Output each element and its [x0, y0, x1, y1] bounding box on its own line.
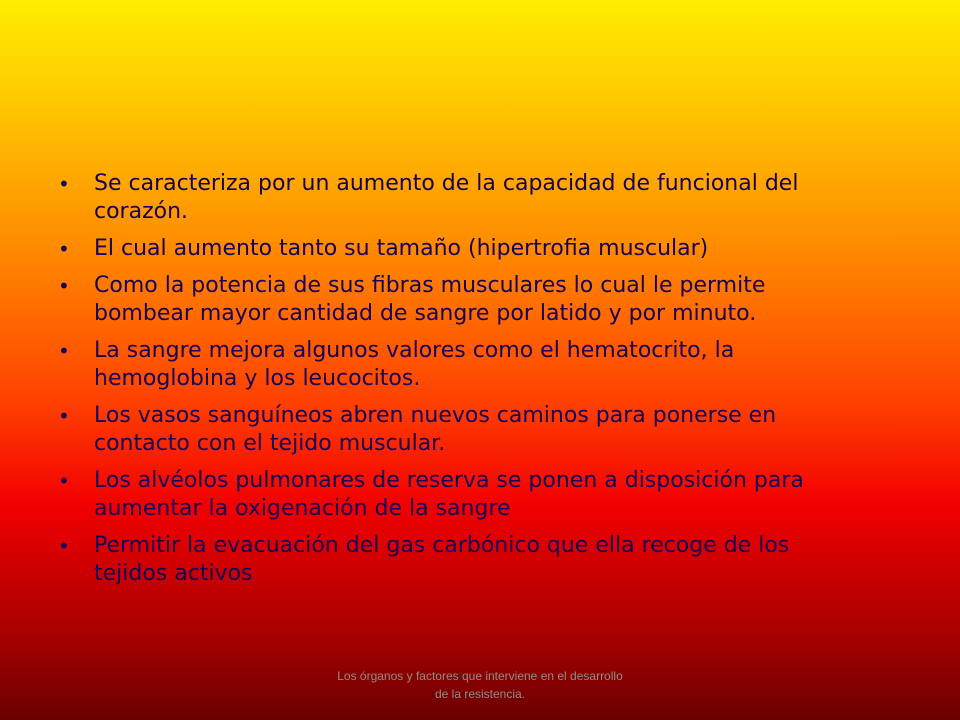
bullet-icon: • — [58, 404, 70, 428]
bullet-item — [58, 532, 858, 588]
bullet-item — [58, 170, 858, 226]
bullet-item — [58, 467, 858, 523]
bullet-icon: • — [58, 274, 70, 298]
bullet-text: Se caracteriza por un aumento de la capacidad de funcional del corazón. — [94, 171, 799, 224]
bullet-text: Los alvéolos pulmonares de reserva se ponen a disposición para aumentar la oxigenación de la sangre — [94, 468, 804, 521]
bullet-icon: • — [58, 237, 70, 261]
bullet-text: Permitir la evacuación del gas carbónico que ella recoge de los tejidos activos — [94, 533, 790, 586]
bullet-text: Los vasos sanguíneos abren nuevos caminos para ponerse en contacto con el tejido muscular. — [94, 403, 777, 456]
bullet-text: Como la potencia de sus fibras musculares lo cual le permite bombear mayor cantidad de sangre por latido y por minuto. — [94, 273, 766, 326]
slide-footer: Los órganos y factores que interviene en el desarrollo de la resistencia. — [337, 669, 623, 701]
bullet-text: La sangre mejora algunos valores como el hematocrito, la hemoglobina y los leucocitos. — [94, 338, 735, 391]
bullet-list — [58, 170, 858, 597]
bullet-icon: • — [58, 534, 70, 558]
bullet-item — [58, 235, 858, 263]
bullet-icon: • — [58, 339, 70, 363]
bullet-item — [58, 337, 858, 393]
bullet-item — [58, 272, 858, 328]
bullet-text: El cual aumento tanto su tamaño (hipertrofia muscular) — [94, 236, 709, 261]
bullet-icon: • — [58, 469, 70, 493]
bullet-icon: • — [58, 172, 70, 196]
bullet-item — [58, 402, 858, 458]
